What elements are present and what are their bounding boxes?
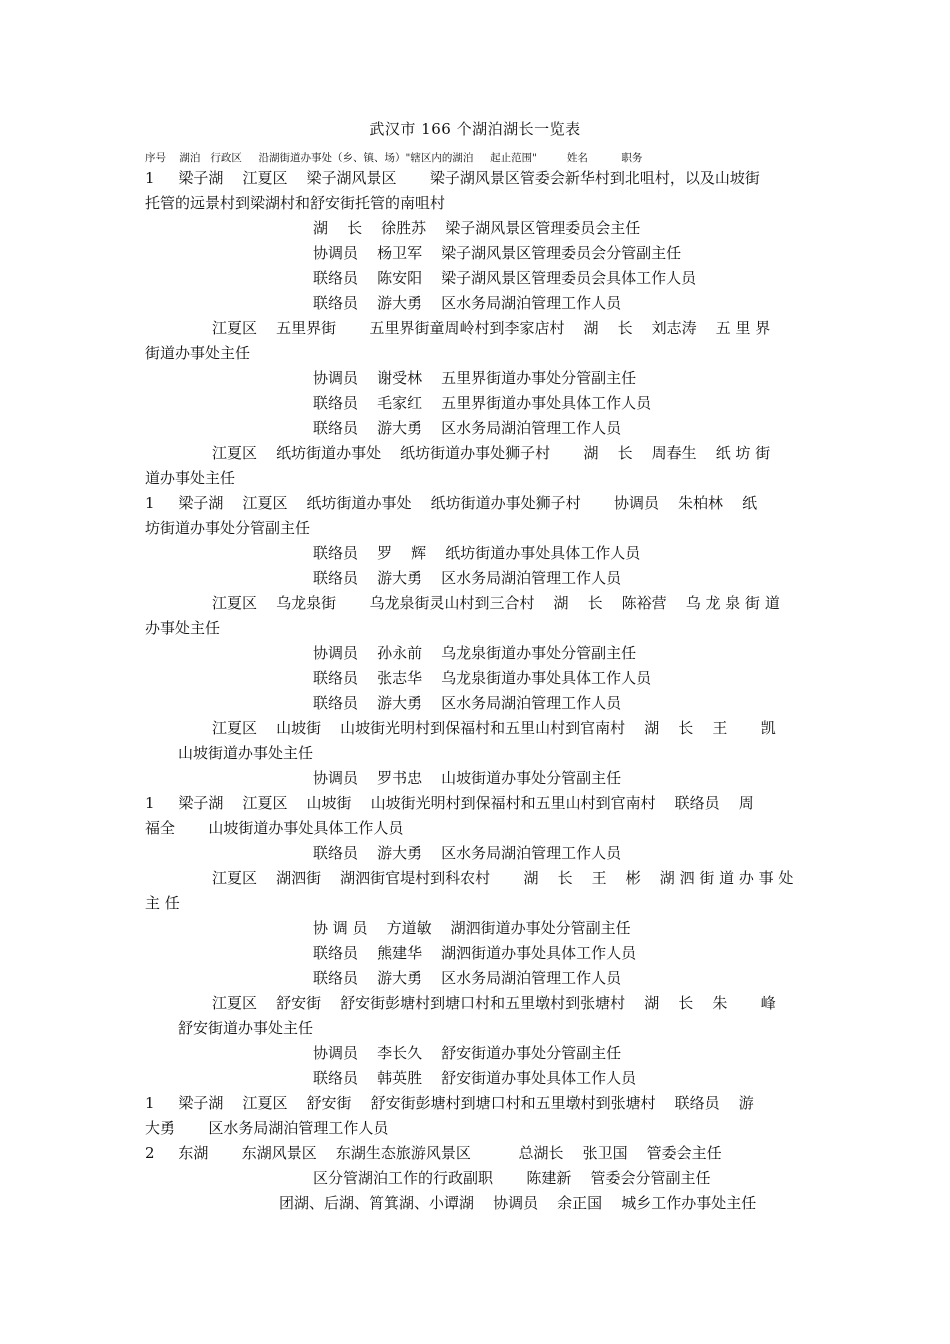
text-line: 坊街道办事处分管副主任 [145,519,311,537]
text-line: 联络员 游大勇 区水务局湖泊管理工作人员 [313,419,622,437]
text-line: 江夏区 舒安街 舒安街彭塘村到塘口村和五里墩村到张塘村 湖 长 朱 峰 [212,994,776,1012]
text-line: 江夏区 五里界街 五里界街童周岭村到李家店村 湖 长 刘志涛 五 里 界 [212,319,771,337]
text-line: 江夏区 湖泗街 湖泗街官堤村到科农村 湖 长 王 彬 湖 泗 街 道 办 事 处 [212,869,794,887]
text-line: 1 梁子湖 江夏区 梁子湖风景区 梁子湖风景区管委会新华村到北咀村，以及山坡街 [145,169,760,187]
text-line: 托管的远景村到梁湖村和舒安街托管的南咀村 [145,194,446,212]
text-line: 联络员 罗 辉 纸坊街道办事处具体工作人员 [313,544,641,562]
text-line: 1 梁子湖 江夏区 山坡街 山坡街光明村到保福村和五里山村到官南村 联络员 周 [145,794,754,812]
text-line: 协 调 员 方道敏 湖泗街道办事处分管副主任 [313,919,631,937]
text-line: 联络员 张志华 乌龙泉街道办事处具体工作人员 [313,669,652,687]
text-line: 区分管湖泊工作的行政副职 陈建新 管委会分管副主任 [313,1169,711,1187]
text-line: 1 梁子湖 江夏区 舒安街 舒安街彭塘村到塘口村和五里墩村到张塘村 联络员 游 [145,1094,754,1112]
text-line: 江夏区 乌龙泉街 乌龙泉街灵山村到三合村 湖 长 陈裕营 乌 龙 泉 街 道 [212,594,780,612]
text-line: 办事处主任 [145,619,221,637]
text-line: 1 梁子湖 江夏区 纸坊街道办事处 纸坊街道办事处狮子村 协调员 朱柏林 纸 [145,494,758,512]
text-line: 湖 长 徐胜苏 梁子湖风景区管理委员会主任 [313,219,641,237]
text-line: 联络员 游大勇 区水务局湖泊管理工作人员 [313,969,622,987]
text-line: 江夏区 纸坊街道办事处 纸坊街道办事处狮子村 湖 长 周春生 纸 坊 街 [212,444,771,462]
text-line: 道办事处主任 [145,469,236,487]
text-line: 街道办事处主任 [145,344,251,362]
text-line: 舒安街道办事处主任 [178,1019,314,1037]
text-line: 联络员 熊建华 湖泗街道办事处具体工作人员 [313,944,637,962]
text-line: 联络员 陈安阳 梁子湖风景区管理委员会具体工作人员 [313,269,697,287]
text-line: 联络员 游大勇 区水务局湖泊管理工作人员 [313,569,622,587]
text-line: 江夏区 山坡街 山坡街光明村到保福村和五里山村到官南村 湖 长 王 凯 [212,719,776,737]
text-line: 协调员 杨卫军 梁子湖风景区管理委员会分管副主任 [313,244,682,262]
text-line: 联络员 毛家红 五里界街道办事处具体工作人员 [313,394,652,412]
text-line: 协调员 孙永前 乌龙泉街道办事处分管副主任 [313,644,637,662]
document-title: 武汉市 166 个湖泊湖长一览表 [369,120,581,138]
text-line: 联络员 游大勇 区水务局湖泊管理工作人员 [313,294,622,312]
column-header-row: 序号 湖泊 行政区 沿湖街道办事处（乡、镇、场）"辖区内的湖泊 起止范围" 姓名 职务 [145,152,643,164]
text-line: 团湖、后湖、筲箕湖、小谭湖 协调员 余正国 城乡工作办事处主任 [279,1194,757,1212]
text-line: 协调员 谢受林 五里界街道办事处分管副主任 [313,369,637,387]
text-line: 联络员 游大勇 区水务局湖泊管理工作人员 [313,694,622,712]
text-line: 协调员 李长久 舒安街道办事处分管副主任 [313,1044,622,1062]
text-line: 联络员 韩英胜 舒安街道办事处具体工作人员 [313,1069,637,1087]
text-line: 山坡街道办事处主任 [178,744,314,762]
text-line: 2 东湖 东湖风景区 东湖生态旅游风景区 总湖长 张卫国 管委会主任 [145,1144,722,1162]
text-line: 大勇 区水务局湖泊管理工作人员 [145,1119,389,1137]
text-line: 协调员 罗书忠 山坡街道办事处分管副主任 [313,769,622,787]
text-line: 福全 山坡街道办事处具体工作人员 [145,819,404,837]
text-line: 联络员 游大勇 区水务局湖泊管理工作人员 [313,844,622,862]
text-line: 主 任 [145,894,180,912]
